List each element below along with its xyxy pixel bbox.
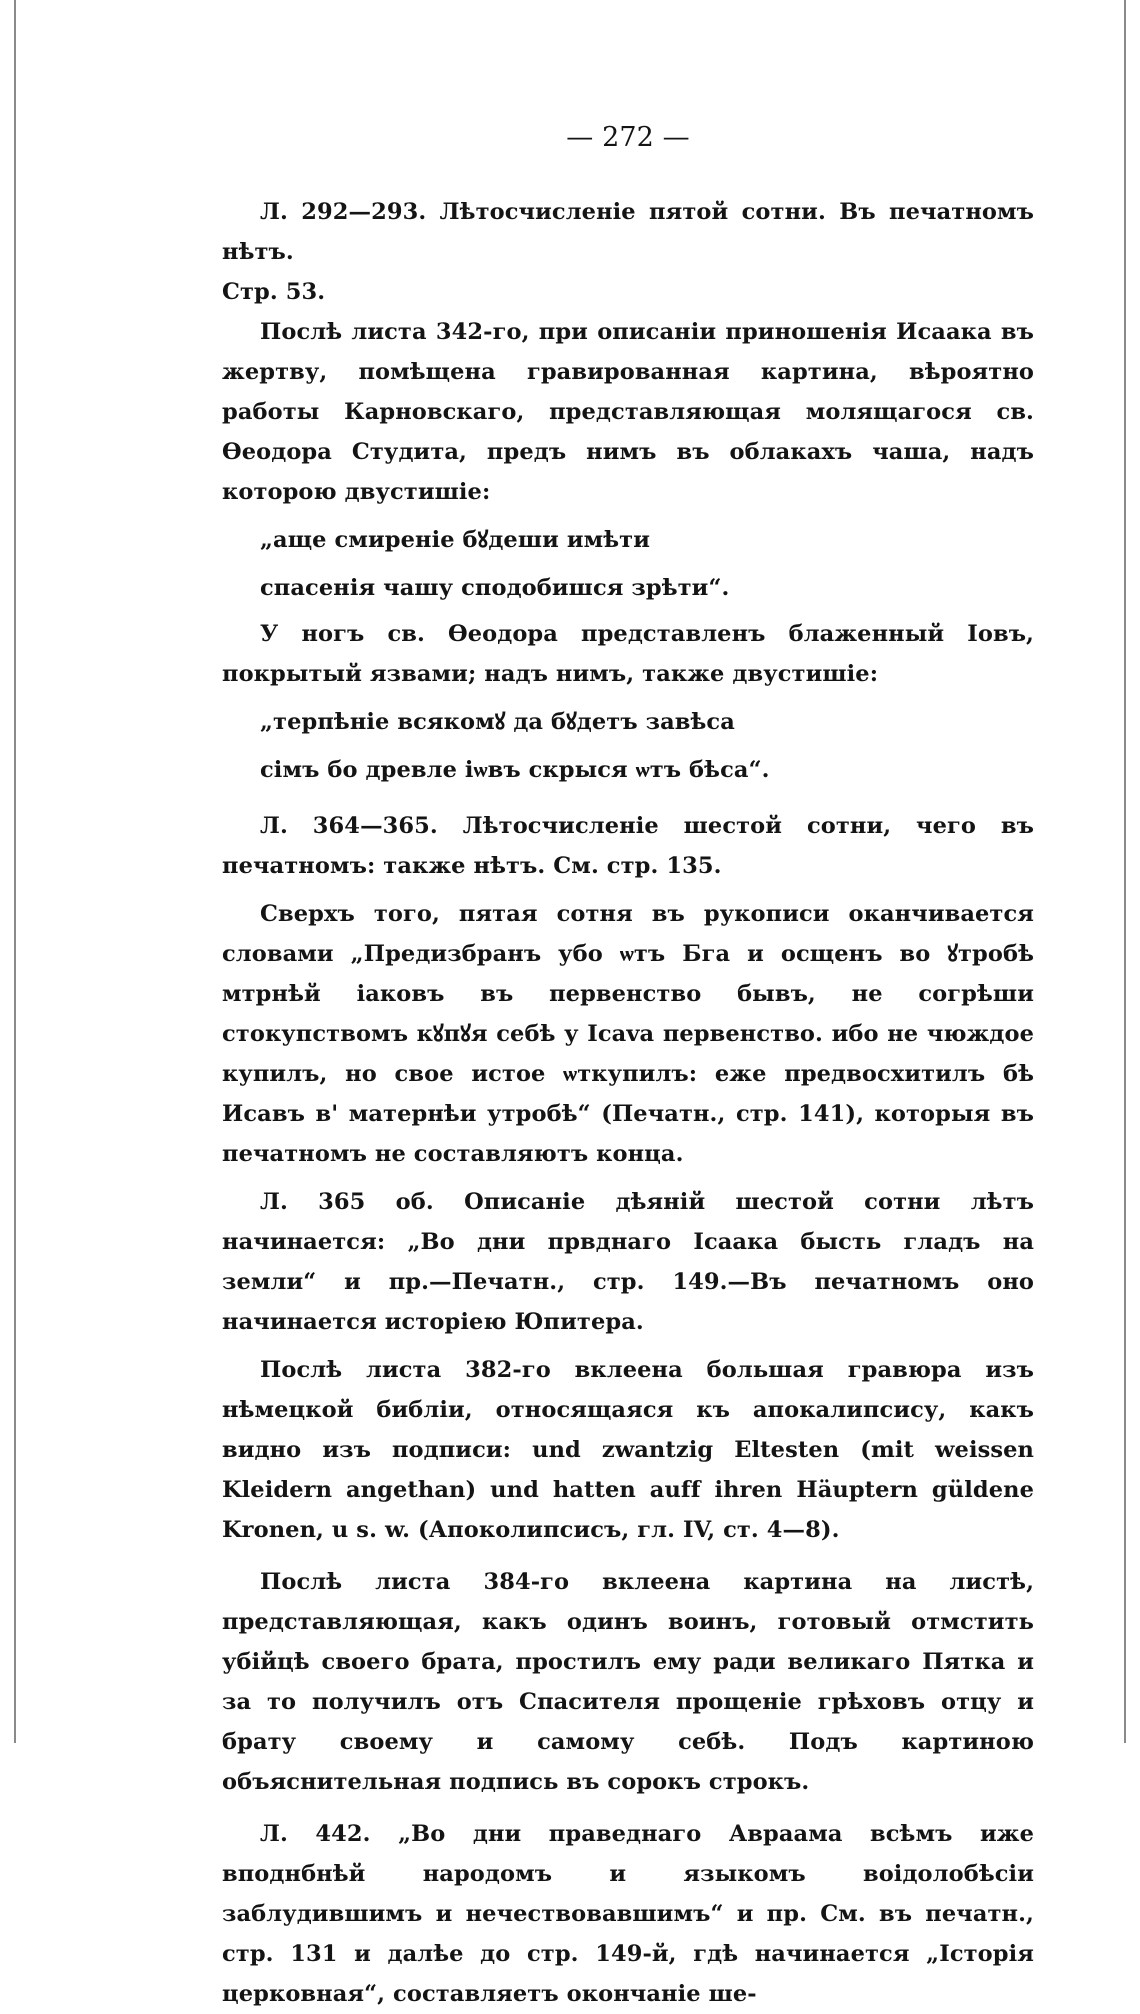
scan-right-edge (1124, 0, 1126, 1743)
paragraph-1: Л. 292—293. Лѣтосчисленіе пятой сотни. Въ печатномъ нѣтъ. (222, 199, 1034, 265)
book-page (222, 118, 1034, 2014)
paragraph-2: Послѣ листа 342-го, при описаніи приношенія Исаака въ жертву, помѣщена гравированная картина, вѣроятно работы Карновскаго, представляющая молящагося св. Ѳеодора Студита, предъ нимъ въ облакахъ чаша, надъ которою двустишіе: (222, 319, 1034, 505)
paragraph-7: Послѣ листа 382-го вклеена большая гравюра изъ нѣмецкой библіи, относящаяся къ апокалипсису, какъ видно изъ подписи: und zwantzig Eltesten (mit weissen Kleidern angethan) und hatten auff ihren Häuptern güldene Kronen, u s. w. (Апоколипсисъ, гл. IV, ст. 4—8). (222, 1357, 1034, 1543)
paragraph-5: Сверхъ того, пятая сотня въ рукописи оканчивается словами „Предизбранъ убо ѡтъ Бга и осщенъ во ꙋтробѣ мтрнѣй іаковъ въ первенство бывъ, не согрѣши стокупствомъ кꙋпꙋя себѣ у Ісаvа первенство. ибо не чюждое купилъ, но свое истое ѡткупилъ: еже предвосхитилъ бѣ Исавъ в' матернѣи утробѣ“ (Печатн., стр. 141), которыя въ печатномъ не составляютъ конца. (222, 901, 1034, 1167)
page-number: — 272 — (566, 122, 690, 153)
verse-line-2: спасенія чашу сподобишся зрѣти“. (260, 575, 730, 601)
verse-line-1: „аще смиреніе бꙋдеши имѣти (260, 527, 651, 553)
paragraph-1-continuation: Стр. 53. (222, 279, 326, 305)
verse-line-3: „терпѣніе всякомꙋ да бꙋдетъ завѣса (260, 709, 735, 735)
paragraph-8: Послѣ листа 384-го вклеена картина на листѣ, представляющая, какъ одинъ воинъ, готовый отмстить убійцѣ своего брата, простилъ ему ради великаго Пятка и за то получилъ отъ Спасителя прощеніе грѣховъ отцу и брату своему и самому себѣ. Подъ картиною объяснительная подпись въ сорокъ строкъ. (222, 1569, 1034, 1795)
paragraph-9: Л. 442. „Во дни праведнаго Авраама всѣмъ иже вподнбнѣй народомъ и языкомъ воідолобѣсіи заблудившимъ и нечествовавшимъ“ и пр. См. въ печатн., стр. 131 и далѣе до стр. 149-й, гдѣ начинается „Історія церковная“, составляетъ окончаніе ше- (222, 1821, 1034, 2007)
paragraph-6: Л. 365 об. Описаніе дѣяній шестой сотни лѣтъ начинается: „Во дни првднаго Ісаака бысть гладъ на земли“ и пр.—Печатн., стр. 149.—Въ печатномъ оно начинается исторіею Юпитера. (222, 1189, 1034, 1335)
paragraph-3: У ногъ св. Ѳеодора представленъ блаженный Іовъ, покрытый язвами; надъ нимъ, также двустишіе: (222, 621, 1034, 687)
paragraph-4: Л. 364—365. Лѣтосчисленіе шестой сотни, чего въ печатномъ: также нѣтъ. См. стр. 135. (222, 813, 1034, 879)
verse-line-4: сімъ бо древле іѡвъ скрыся ѡтъ бѣса“. (260, 757, 770, 783)
scan-left-edge (14, 0, 16, 1743)
